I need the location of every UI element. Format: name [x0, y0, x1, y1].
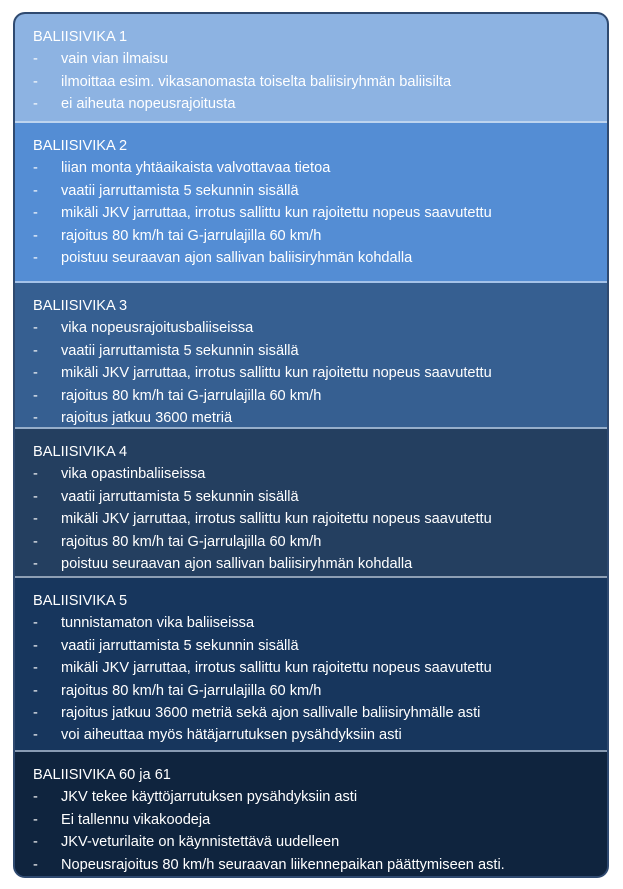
list-item — [33, 247, 607, 269]
list-item-text: vika opastinbaliiseissa — [61, 466, 206, 483]
bullet-dash: - — [33, 556, 38, 573]
list-item-text: Nopeusrajoitus 80 km/h seuraavan liikennepaikan päättymiseen asti. — [61, 856, 505, 873]
list-item-text: vaatii jarruttamista 5 sekunnin sisällä — [61, 342, 299, 359]
list-item-text: JKV-veturilaite on käynnistettävä uudelleen — [61, 834, 340, 851]
list-item — [33, 680, 607, 702]
list-item-text: rajoitus 80 km/h tai G-jarrulajilla 60 km/h — [61, 227, 322, 244]
section-baliisivika-60-61 — [15, 752, 607, 878]
list-item-text: vika nopeusrajoitusbaliiseissa — [61, 320, 254, 337]
list-item — [33, 463, 607, 485]
list-item-text: liian monta yhtäaikaista valvottavaa tietoa — [61, 160, 331, 177]
list-item — [33, 809, 607, 831]
list-item — [33, 93, 607, 115]
list-item-text: vaatii jarruttamista 5 sekunnin sisällä — [61, 637, 299, 654]
bullet-dash: - — [33, 856, 38, 873]
list-item — [33, 225, 607, 247]
list-item-text: vain vian ilmaisu — [61, 51, 169, 68]
list-item-text: poistuu seuraavan ajon sallivan baliisiryhmän kohdalla — [61, 556, 413, 573]
section-baliisivika-4 — [15, 429, 607, 578]
bullet-dash: - — [33, 342, 38, 359]
list-item-text: tunnistamaton vika baliiseissa — [61, 615, 255, 632]
bullet-dash: - — [33, 205, 38, 222]
list-item-text: JKV tekee käyttöjarrutuksen pysähdyksiin asti — [61, 789, 358, 806]
bullet-dash: - — [33, 466, 38, 483]
bullet-dash: - — [33, 682, 38, 699]
list-item — [33, 362, 607, 384]
bullet-dash: - — [33, 250, 38, 267]
list-item — [33, 340, 607, 362]
section-title: BALIISIVIKA 5 — [33, 593, 128, 609]
bullet-dash: - — [33, 182, 38, 199]
bullet-dash: - — [33, 615, 38, 632]
section-title: BALIISIVIKA 4 — [33, 444, 128, 460]
section-title: BALIISIVIKA 2 — [33, 138, 128, 154]
list-item — [33, 612, 607, 634]
bullet-dash: - — [33, 705, 38, 722]
list-item — [33, 317, 607, 339]
list-item — [33, 71, 607, 93]
section-baliisivika-1 — [15, 14, 607, 123]
list-item — [33, 724, 607, 746]
section-title: BALIISIVIKA 1 — [33, 29, 128, 45]
bullet-dash: - — [33, 227, 38, 244]
list-item-text: poistuu seuraavan ajon sallivan baliisiryhmän kohdalla — [61, 250, 413, 267]
list-item-text: rajoitus 80 km/h tai G-jarrulajilla 60 km/h — [61, 533, 322, 550]
section-title: BALIISIVIKA 60 ja 61 — [33, 767, 171, 783]
fault-list-panel — [13, 12, 609, 878]
list-item-text: voi aiheuttaa myös hätäjarrutuksen pysähdyksiin asti — [61, 727, 402, 744]
bullet-dash: - — [33, 160, 38, 177]
list-item — [33, 702, 607, 724]
list-item-text: vaatii jarruttamista 5 sekunnin sisällä — [61, 182, 299, 199]
list-item-text: rajoitus 80 km/h tai G-jarrulajilla 60 km/h — [61, 682, 322, 699]
bullet-dash: - — [33, 410, 38, 427]
list-item — [33, 531, 607, 553]
list-item-text: mikäli JKV jarruttaa, irrotus sallittu kun rajoitettu nopeus saavutettu — [61, 511, 492, 528]
bullet-dash: - — [33, 811, 38, 828]
list-item — [33, 486, 607, 508]
list-item — [33, 553, 607, 575]
bullet-dash: - — [33, 387, 38, 404]
list-item-text: mikäli JKV jarruttaa, irrotus sallittu kun rajoitettu nopeus saavutettu — [61, 660, 492, 677]
list-item — [33, 157, 607, 179]
list-item-text: vaatii jarruttamista 5 sekunnin sisällä — [61, 488, 299, 505]
bullet-dash: - — [33, 511, 38, 528]
list-item — [33, 48, 607, 70]
bullet-dash: - — [33, 637, 38, 654]
bullet-dash: - — [33, 73, 38, 90]
section-baliisivika-5 — [15, 578, 607, 752]
bullet-dash: - — [33, 320, 38, 337]
bullet-dash: - — [33, 51, 38, 68]
bullet-dash: - — [33, 488, 38, 505]
list-item — [33, 635, 607, 657]
bullet-dash: - — [33, 834, 38, 851]
list-item-text: mikäli JKV jarruttaa, irrotus sallittu kun rajoitettu nopeus saavutettu — [61, 205, 492, 222]
list-item — [33, 854, 607, 876]
list-item — [33, 831, 607, 853]
list-item-text: rajoitus jatkuu 3600 metriä — [61, 410, 233, 427]
list-item — [33, 786, 607, 808]
list-item — [33, 202, 607, 224]
list-item-text: ei aiheuta nopeusrajoitusta — [61, 96, 236, 113]
list-item — [33, 508, 607, 530]
list-item-text: rajoitus 80 km/h tai G-jarrulajilla 60 km/h — [61, 387, 322, 404]
list-item-text: Ei tallennu vikakoodeja — [61, 811, 211, 828]
section-baliisivika-3 — [15, 283, 607, 429]
list-item-text: rajoitus jatkuu 3600 metriä sekä ajon sallivalle baliisiryhmälle asti — [61, 705, 481, 722]
list-item — [33, 180, 607, 202]
section-baliisivika-2 — [15, 123, 607, 283]
list-item — [33, 407, 607, 429]
bullet-dash: - — [33, 533, 38, 550]
bullet-dash: - — [33, 96, 38, 113]
list-item-text: ilmoittaa esim. vikasanomasta toiselta baliisiryhmän baliisilta — [61, 73, 452, 90]
bullet-dash: - — [33, 365, 38, 382]
bullet-dash: - — [33, 727, 38, 744]
bullet-dash: - — [33, 660, 38, 677]
bullet-dash: - — [33, 789, 38, 806]
list-item-text: mikäli JKV jarruttaa, irrotus sallittu kun rajoitettu nopeus saavutettu — [61, 365, 492, 382]
list-item — [33, 385, 607, 407]
list-item — [33, 657, 607, 679]
section-title: BALIISIVIKA 3 — [33, 298, 128, 314]
